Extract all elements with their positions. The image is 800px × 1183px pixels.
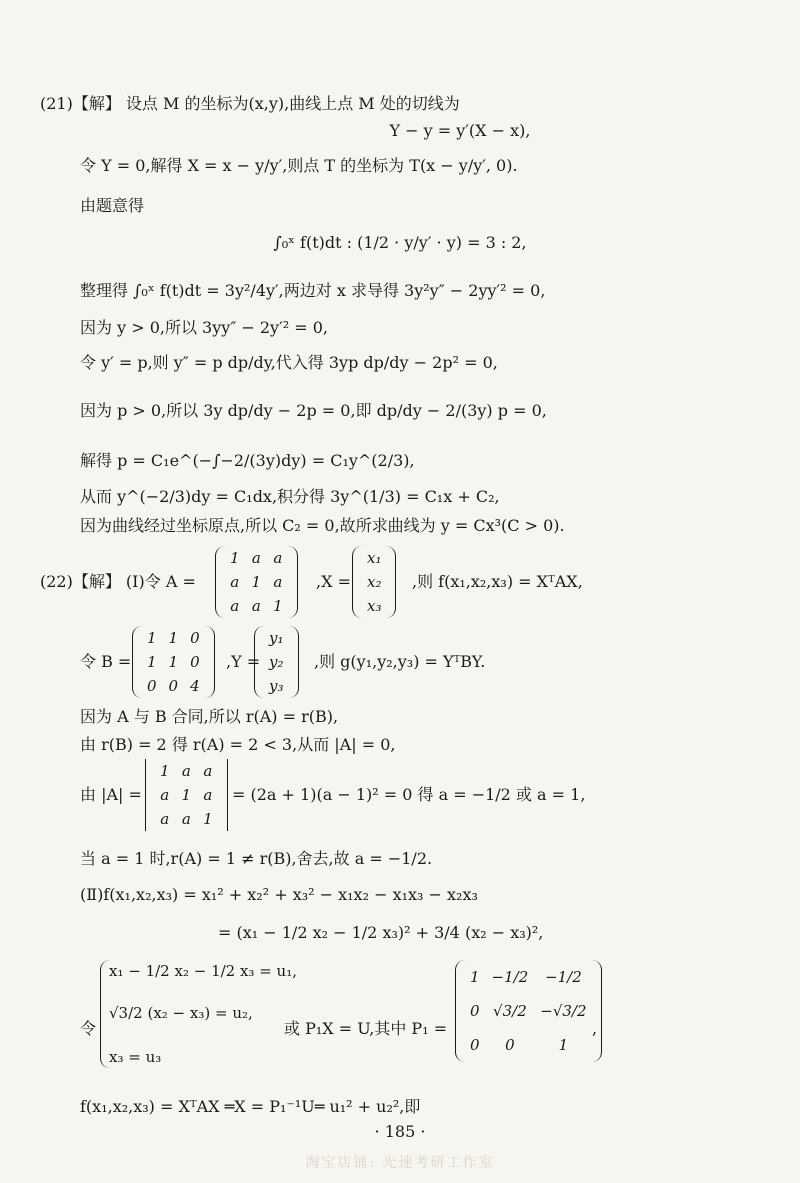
matrix-b-cell: 0 — [190, 629, 200, 647]
matrix-a — [215, 546, 298, 618]
q22-or-text: 或 P₁X = U,其中 P₁ = — [284, 1019, 448, 1038]
determinant-a-cell: 1 — [181, 786, 192, 804]
vector-x-row — [361, 570, 387, 594]
matrix-a-cell: a — [273, 573, 283, 591]
system-row-3: x₃ = u₃ — [109, 1048, 162, 1066]
determinant-a — [145, 759, 228, 831]
q22-y-equals: ,Y = — [226, 652, 261, 671]
matrix-a-cell: a — [230, 597, 240, 615]
matrix-b-cell: 0 — [147, 677, 157, 695]
q22-function-g: ,则 g(y₁,y₂,y₃) = YᵀBY. — [314, 652, 486, 671]
matrix-p1-cell: 1 — [558, 1036, 569, 1054]
matrix-p1-cell: 1 — [470, 968, 480, 986]
matrix-b-cell: 1 — [168, 629, 179, 647]
q21-line-4: 由题意得 — [80, 196, 145, 215]
matrix-b-cell: 4 — [190, 677, 200, 695]
vector-y-row — [263, 650, 290, 674]
determinant-a-cell: a — [203, 786, 213, 804]
matrix-a-cell: a — [273, 549, 283, 567]
q22-part2-line-1: (Ⅱ)f(x₁,x₂,x₃) = x₁² + x₂² + x₃² − x₁x₂ − x₁x₃ − x₂x₃ — [80, 885, 478, 904]
vector-x-row — [361, 546, 387, 570]
vector-x-cell: x₃ — [367, 597, 382, 615]
q21-line-8: 令 y′ = p,则 y″ = p dp/dy,代入得 3yp dp/dy − 2p² = 0, — [80, 353, 498, 372]
vector-x — [352, 546, 396, 618]
q22-x-equals: ,X = — [316, 572, 351, 591]
matrix-b-row — [141, 626, 206, 650]
matrix-b-cell: 0 — [168, 677, 179, 695]
q22-function-f: ,则 f(x₁,x₂,x₃) = XᵀAX, — [412, 572, 583, 591]
matrix-b-cell: 1 — [147, 653, 157, 671]
matrix-a-cell: 1 — [230, 549, 240, 567]
matrix-a-row — [224, 594, 289, 618]
determinant-a-row — [154, 807, 219, 831]
matrix-b-cell: 1 — [147, 629, 157, 647]
matrix-p1-row — [464, 960, 593, 994]
q22-line-3: 因为 A 与 B 合同,所以 r(A) = r(B), — [80, 707, 339, 726]
determinant-a-cell: a — [181, 810, 191, 828]
matrix-p1-cell: 0 — [470, 1002, 480, 1020]
q22-heading: (22)【解】 (Ⅰ)令 A = — [40, 572, 196, 591]
matrix-a-cell: a — [251, 597, 261, 615]
matrix-p1-cell: −1/2 — [545, 968, 582, 986]
matrix-a-cell: 1 — [251, 573, 262, 591]
q22-det-label: 由 |A| = — [80, 785, 142, 804]
determinant-a-cell: 1 — [203, 810, 213, 828]
q22-part2-line-2: = (x₁ − 1/2 x₂ − 1/2 x₃)² + 3/4 (x₂ − x₃)², — [218, 923, 544, 942]
vector-y-cell: y₁ — [269, 629, 284, 647]
matrix-a-row — [224, 546, 289, 570]
vector-x-row — [361, 594, 387, 618]
matrix-a-cell: 1 — [273, 597, 283, 615]
vector-y-cell: y₃ — [269, 677, 284, 695]
vector-y-row — [263, 626, 290, 650]
matrix-b — [132, 626, 215, 698]
q22-det-result: = (2a + 1)(a − 1)² = 0 得 a = −1/2 或 a = 1, — [232, 785, 586, 804]
q21-line-6: 整理得 ∫₀ˣ f(t)dt = 3y²/4y′,两边对 x 求导得 3y²y″ − 2yy′² = 0, — [80, 281, 546, 300]
matrix-a-cell: a — [230, 573, 240, 591]
matrix-p1-cell: −√3/2 — [540, 1002, 587, 1020]
q21-heading: (21)【解】 设点 M 的坐标为(x,y),曲线上点 M 处的切线为 — [40, 94, 460, 113]
watermark: 淘宝店铺: 光速考研工作室 — [305, 1155, 495, 1171]
matrix-p1 — [455, 960, 602, 1062]
matrix-b-cell: 1 — [168, 653, 179, 671]
q21-line-11: 从而 y^(−2/3)dy = C₁dx,积分得 3y^(1/3) = C₁x + C₂, — [80, 487, 500, 506]
q21-ratio-equation: ∫₀ˣ f(t)dt : (1/2 · y/y′ · y) = 3 : 2, — [273, 233, 527, 252]
matrix-p1-cell: 0 — [505, 1036, 515, 1054]
system-row-2: √3/2 (x₂ − x₃) = u₂, — [109, 1004, 253, 1022]
q22-ling: 令 — [80, 1019, 97, 1038]
q21-line-7: 因为 y > 0,所以 3yy″ − 2y′² = 0, — [80, 318, 328, 337]
q21-line-10: 解得 p = C₁e^(−∫−2/(3y)dy) = C₁y^(2/3), — [80, 451, 415, 470]
vector-x-cell: x₂ — [367, 573, 382, 591]
matrix-b-row — [141, 674, 206, 698]
matrix-p1-cell: √3/2 — [493, 1002, 527, 1020]
q22-last-line: f(x₁,x₂,x₃) = XᵀAX ═X = P₁⁻¹U═ u₁² + u₂²,即 — [80, 1097, 421, 1116]
determinant-a-cell: a — [181, 762, 191, 780]
vector-y-row — [263, 674, 290, 698]
vector-x-cell: x₁ — [367, 549, 382, 567]
determinant-a-row — [154, 759, 219, 783]
q21-line-3: 令 Y = 0,解得 X = x − y/y′,则点 T 的坐标为 T(x − y/y′, 0). — [80, 156, 518, 175]
q21-tangent-equation: Y − y = y′(X − x), — [389, 121, 531, 140]
q22-line-4: 由 r(B) = 2 得 r(A) = 2 < 3,从而 |A| = 0, — [80, 735, 396, 754]
determinant-a-cell: a — [203, 762, 213, 780]
substitution-system — [100, 960, 297, 1068]
determinant-a-cell: 1 — [160, 762, 170, 780]
q21-line-12: 因为曲线经过坐标原点,所以 C₂ = 0,故所求曲线为 y = Cx³(C > 0). — [80, 516, 565, 535]
q21-line-9: 因为 p > 0,所以 3y dp/dy − 2p = 0,即 dp/dy − 2/(3y) p = 0, — [80, 401, 547, 420]
determinant-a-cell: a — [160, 810, 170, 828]
matrix-b-cell: 0 — [190, 653, 200, 671]
matrix-b-row — [141, 650, 206, 674]
matrix-a-row — [224, 570, 289, 594]
matrix-p1-row — [464, 1028, 593, 1062]
vector-y-cell: y₂ — [269, 653, 284, 671]
determinant-a-cell: a — [160, 786, 170, 804]
matrix-p1-cell: 0 — [470, 1036, 480, 1054]
system-row-1: x₁ − 1/2 x₂ − 1/2 x₃ = u₁, — [109, 962, 297, 980]
determinant-a-row — [154, 783, 219, 807]
matrix-p1-comma: , — [592, 1019, 598, 1038]
matrix-p1-row — [464, 994, 593, 1028]
vector-y — [254, 626, 299, 698]
q22-line-6: 当 a = 1 时,r(A) = 1 ≠ r(B),舍去,故 a = −1/2. — [80, 849, 433, 868]
q22-b-label: 令 B = — [80, 652, 132, 671]
page-number: · 185 · — [374, 1122, 426, 1141]
matrix-a-cell: a — [251, 549, 261, 567]
matrix-p1-cell: −1/2 — [491, 968, 529, 986]
